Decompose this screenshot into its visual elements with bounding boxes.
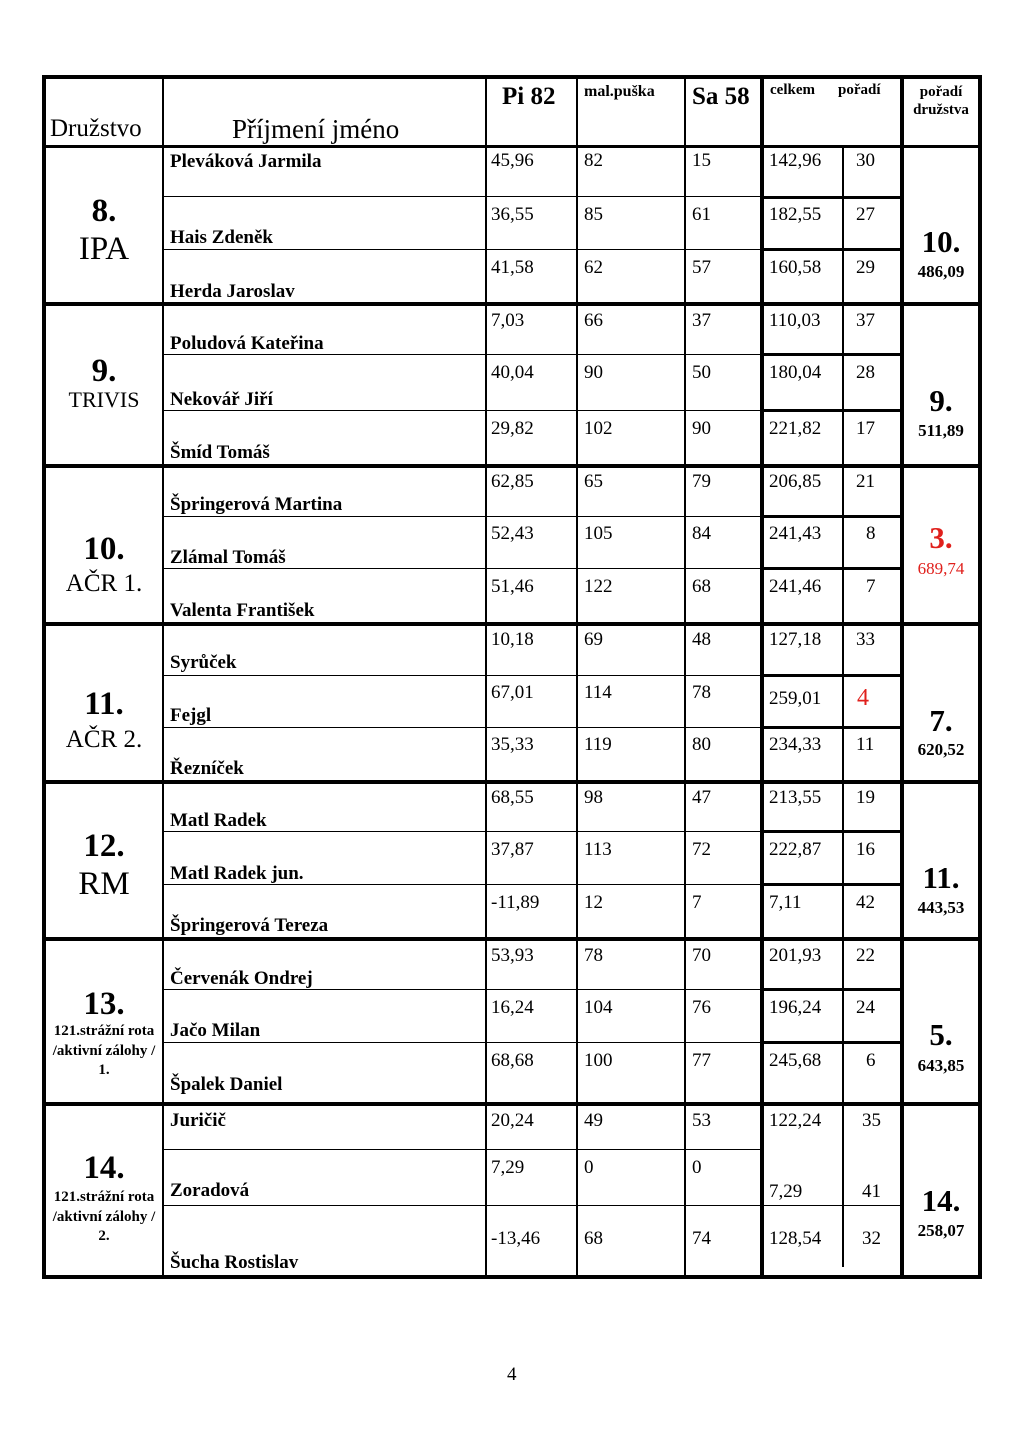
rifle-score: 90 xyxy=(584,362,603,383)
sa-score: 47 xyxy=(692,787,711,808)
row-line xyxy=(764,196,902,199)
pi-score: 53,93 xyxy=(491,945,534,966)
row-line xyxy=(764,353,902,356)
pi-score: 68,55 xyxy=(491,787,534,808)
team-total: 258,07 xyxy=(917,1221,965,1240)
page-number: 4 xyxy=(507,1364,517,1385)
team-name: TRIVIS xyxy=(68,387,140,412)
team-rank: 14. xyxy=(921,1183,961,1218)
member-name: Fejgl xyxy=(170,705,212,726)
col-line-team xyxy=(162,77,164,1277)
total-score: 122,24 xyxy=(769,1110,822,1131)
col-line-name xyxy=(485,77,487,1277)
sa-score: 50 xyxy=(692,362,711,383)
row-line xyxy=(764,674,902,677)
member-name: Matl Radek xyxy=(170,810,267,831)
pi-score: 45,96 xyxy=(491,150,534,171)
member-name: Syrůček xyxy=(170,652,237,673)
team-rank: 3. xyxy=(929,520,953,555)
member-name: Pleváková Jarmila xyxy=(170,151,322,172)
row-line xyxy=(764,515,902,518)
row-line xyxy=(764,1205,902,1206)
row-line xyxy=(164,354,764,355)
sa-score: 57 xyxy=(692,257,711,278)
member-name: Jačo Milan xyxy=(170,1020,261,1041)
rifle-score: 102 xyxy=(584,418,613,439)
individual-rank: 24 xyxy=(856,997,875,1018)
individual-rank: 11 xyxy=(856,734,875,755)
individual-rank: 30 xyxy=(856,150,875,171)
row-line xyxy=(164,410,764,411)
team-number: 10. xyxy=(83,531,125,567)
col-line-mal xyxy=(684,77,686,1277)
rifle-score: 68 xyxy=(584,1228,603,1249)
row-line xyxy=(764,248,902,251)
member-name: Juričič xyxy=(170,1110,226,1131)
pi-score: 62,85 xyxy=(491,471,534,492)
rifle-score: 49 xyxy=(584,1110,603,1131)
total-score: 213,55 xyxy=(769,787,822,808)
team-name: RM xyxy=(78,866,130,902)
sa-score: 70 xyxy=(692,945,711,966)
col-line-poradi xyxy=(900,77,904,1277)
pi-score: 67,01 xyxy=(491,682,534,703)
team-line-4 xyxy=(42,780,982,784)
rifle-score: 114 xyxy=(584,682,612,703)
individual-rank: 33 xyxy=(856,629,875,650)
rifle-score: 119 xyxy=(584,734,612,755)
sa-score: 76 xyxy=(692,997,711,1018)
pi-score: 35,33 xyxy=(491,734,534,755)
row-line xyxy=(164,1042,764,1043)
total-score: 259,01 xyxy=(769,688,822,709)
team-rank: 7. xyxy=(929,703,953,738)
sa-score: 0 xyxy=(692,1157,702,1178)
row-line xyxy=(764,567,902,570)
total-score: 180,04 xyxy=(769,362,822,383)
pi-score: 36,55 xyxy=(491,204,534,225)
row-line xyxy=(164,516,764,517)
sa-score: 15 xyxy=(692,150,711,171)
team-line-6 xyxy=(42,1102,982,1106)
individual-rank: 6 xyxy=(866,1050,876,1071)
team-total: 689,74 xyxy=(917,559,965,578)
sa-score: 72 xyxy=(692,839,711,860)
team-rank: 11. xyxy=(922,860,960,895)
individual-rank: 41 xyxy=(862,1181,881,1202)
member-name: Zlámal Tomáš xyxy=(170,547,286,568)
sa-score: 79 xyxy=(692,471,711,492)
sa-score: 90 xyxy=(692,418,711,439)
col-line-pi xyxy=(576,77,578,1277)
pi-score: -13,46 xyxy=(491,1228,541,1249)
individual-rank: 21 xyxy=(856,471,875,492)
rifle-score: 98 xyxy=(584,787,603,808)
sa-score: 74 xyxy=(692,1228,711,1249)
rifle-score: 122 xyxy=(584,576,613,597)
total-score: 201,93 xyxy=(769,945,822,966)
sa-score: 80 xyxy=(692,734,711,755)
total-score: 221,82 xyxy=(769,418,822,439)
col-line-celkem xyxy=(842,147,844,1267)
rifle-score: 12 xyxy=(584,892,603,913)
rifle-score: 113 xyxy=(584,839,612,860)
row-line xyxy=(164,568,764,569)
team-total: 486,09 xyxy=(917,262,965,281)
pi-score: 52,43 xyxy=(491,523,534,544)
team-number: 11. xyxy=(84,686,124,722)
total-score: 160,58 xyxy=(769,257,822,278)
team-total: 643,85 xyxy=(917,1056,965,1075)
pi-score: 10,18 xyxy=(491,629,534,650)
team-line-2 xyxy=(42,464,982,468)
member-name: Špringerová Tereza xyxy=(170,915,329,936)
total-score: 196,24 xyxy=(769,997,822,1018)
row-line xyxy=(764,409,902,412)
header-poradi: pořadí xyxy=(838,82,881,98)
member-name: Valenta František xyxy=(170,600,315,621)
row-line xyxy=(164,675,764,676)
team-line-3 xyxy=(42,622,982,626)
member-name: Šmíd Tomáš xyxy=(170,442,270,463)
rifle-score: 66 xyxy=(584,310,603,331)
rifle-score: 104 xyxy=(584,997,613,1018)
total-score: 234,33 xyxy=(769,734,822,755)
total-score: 142,96 xyxy=(769,150,822,171)
rifle-score: 69 xyxy=(584,629,603,650)
sa-score: 7 xyxy=(692,892,702,913)
col-line-sa xyxy=(760,77,764,1277)
row-line xyxy=(164,884,764,885)
row-line xyxy=(164,196,764,197)
team-number: 13. xyxy=(83,986,125,1022)
team-name: AČR 2. xyxy=(65,726,143,753)
member-name: Špringerová Martina xyxy=(170,494,343,515)
pi-score: 51,46 xyxy=(491,576,534,597)
team-line-1 xyxy=(42,302,982,306)
individual-rank: 4 xyxy=(857,685,869,711)
row-line xyxy=(164,1149,764,1150)
pi-score: 7,29 xyxy=(491,1157,525,1178)
total-score: 222,87 xyxy=(769,839,822,860)
sa-score: 61 xyxy=(692,204,711,225)
member-name: Řezníček xyxy=(170,758,244,779)
row-line xyxy=(164,989,764,990)
member-name: Zoradová xyxy=(170,1180,250,1201)
individual-rank: 22 xyxy=(856,945,875,966)
rifle-score: 82 xyxy=(584,150,603,171)
total-score: 128,54 xyxy=(769,1228,822,1249)
rifle-score: 78 xyxy=(584,945,603,966)
team-number: 14. xyxy=(83,1150,125,1186)
individual-rank: 42 xyxy=(856,892,875,913)
row-line xyxy=(164,249,764,250)
rifle-score: 100 xyxy=(584,1050,613,1071)
sa-score: 78 xyxy=(692,682,711,703)
team-rank: 9. xyxy=(929,383,953,418)
header-mal: mal.puška xyxy=(584,83,655,100)
header-sa: Sa 58 xyxy=(692,83,750,110)
header-pi: Pi 82 xyxy=(502,83,556,110)
sa-score: 37 xyxy=(692,310,711,331)
pi-score: 29,82 xyxy=(491,418,534,439)
member-name: Matl Radek jun. xyxy=(170,863,304,884)
team-rank: 5. xyxy=(929,1017,953,1052)
frame-right-line xyxy=(978,75,982,1279)
member-name: Špalek Daniel xyxy=(170,1074,283,1095)
team-total: 620,52 xyxy=(917,740,965,759)
rifle-score: 105 xyxy=(584,523,613,544)
member-name: Herda Jaroslav xyxy=(170,281,295,302)
pi-score: 16,24 xyxy=(491,997,534,1018)
team-number: 9. xyxy=(91,353,117,389)
rifle-score: 85 xyxy=(584,204,603,225)
pi-score: 7,03 xyxy=(491,310,525,331)
sa-score: 53 xyxy=(692,1110,711,1131)
rifle-score: 0 xyxy=(584,1157,594,1178)
row-line xyxy=(764,830,902,833)
pi-score: 20,24 xyxy=(491,1110,534,1131)
member-name: Šucha Rostislav xyxy=(170,1252,299,1273)
header-celkem: celkem xyxy=(770,82,815,98)
sa-score: 68 xyxy=(692,576,711,597)
header-poradi-team: pořadí družstva xyxy=(913,84,969,118)
member-name: Hais Zdeněk xyxy=(170,227,273,248)
sa-score: 48 xyxy=(692,629,711,650)
sa-score: 77 xyxy=(692,1050,711,1071)
row-line xyxy=(164,1205,764,1206)
total-score: 7,11 xyxy=(769,892,802,913)
sa-score: 84 xyxy=(692,523,711,544)
pi-score: -11,89 xyxy=(491,892,540,913)
total-score: 182,55 xyxy=(769,204,822,225)
pi-score: 68,68 xyxy=(491,1050,534,1071)
header-team: Družstvo xyxy=(50,115,142,142)
team-number: 8. xyxy=(91,193,117,229)
team-name: AČR 1. xyxy=(65,570,143,597)
team-line-5 xyxy=(42,937,982,941)
individual-rank: 17 xyxy=(856,418,875,439)
team-total: 443,53 xyxy=(917,898,965,917)
header-name: Příjmení jméno xyxy=(232,114,400,144)
frame-top-line xyxy=(42,75,982,79)
rifle-score: 62 xyxy=(584,257,603,278)
frame-bottom-line xyxy=(42,1275,982,1279)
individual-rank: 7 xyxy=(866,576,876,597)
team-name: IPA xyxy=(78,231,130,267)
row-line xyxy=(764,883,902,886)
header-bottom-line xyxy=(42,145,982,148)
member-name: Červenák Ondrej xyxy=(170,968,313,989)
individual-rank: 19 xyxy=(856,787,875,808)
total-score: 7,29 xyxy=(769,1181,803,1202)
individual-rank: 27 xyxy=(856,204,875,225)
individual-rank: 16 xyxy=(856,839,875,860)
team-total: 511,89 xyxy=(918,421,964,440)
row-line xyxy=(764,1041,902,1044)
total-score: 206,85 xyxy=(769,471,822,492)
team-number: 12. xyxy=(83,828,125,864)
team-rank: 10. xyxy=(921,224,961,259)
row-line xyxy=(164,727,764,728)
pi-score: 40,04 xyxy=(491,362,534,383)
individual-rank: 28 xyxy=(856,362,875,383)
individual-rank: 35 xyxy=(862,1110,881,1131)
individual-rank: 37 xyxy=(856,310,875,331)
member-name: Poludová Kateřina xyxy=(170,333,324,354)
team-name: 121.strážní rota /aktivní zálohy / 1. xyxy=(52,1023,156,1078)
total-score: 245,68 xyxy=(769,1050,822,1071)
total-score: 241,46 xyxy=(769,576,822,597)
row-line xyxy=(764,726,902,729)
rifle-score: 65 xyxy=(584,471,603,492)
individual-rank: 32 xyxy=(862,1228,881,1249)
total-score: 127,18 xyxy=(769,629,822,650)
row-line xyxy=(764,988,902,991)
total-score: 241,43 xyxy=(769,523,822,544)
member-name: Nekovář Jiří xyxy=(170,389,273,410)
total-score: 110,03 xyxy=(769,310,821,331)
individual-rank: 8 xyxy=(866,523,876,544)
pi-score: 37,87 xyxy=(491,839,534,860)
team-name: 121.strážní rota /aktivní zálohy / 2. xyxy=(52,1189,156,1244)
individual-rank: 29 xyxy=(856,257,875,278)
pi-score: 41,58 xyxy=(491,257,534,278)
row-line xyxy=(164,831,764,832)
